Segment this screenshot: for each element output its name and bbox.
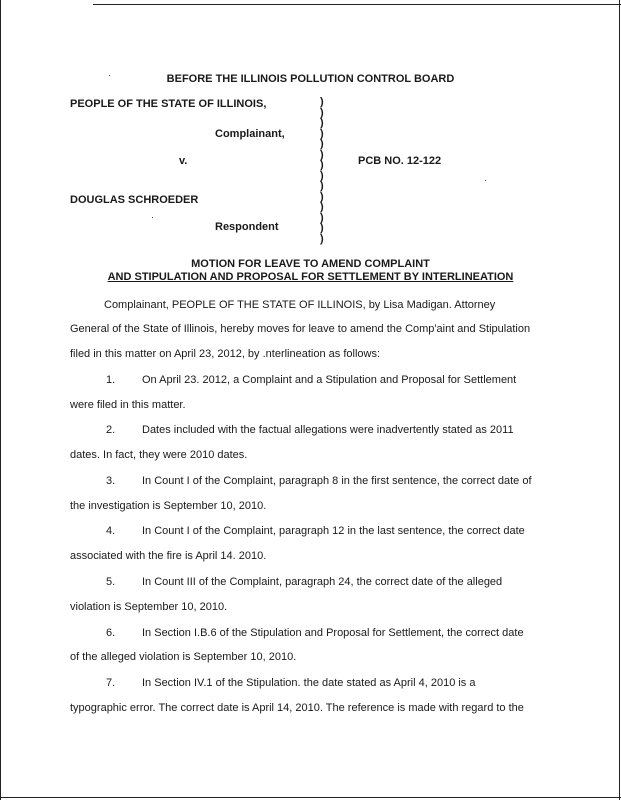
scan-speck <box>152 217 153 218</box>
paragraph-line: violation is September 10, 2010. <box>70 601 228 613</box>
intro-line: General of the State of Illinois, hereby moves for leave to amend the Comp'aint and Stipulation <box>70 323 531 335</box>
paragraph-line: In Count I of the Complaint, paragraph 12 in the last sentence, the correct date <box>142 525 525 537</box>
paragraph-line: In Section I.B.6 of the Stipulation and Proposal for Settlement, the correct date <box>142 627 524 639</box>
paragraph-number: 5. <box>106 576 116 588</box>
paragraph-line: dates. In fact, they were 2010 dates. <box>70 449 248 461</box>
page-border-bottom <box>0 797 621 798</box>
paragraph-number: 6. <box>106 627 116 639</box>
paragraph-line: In Count III of the Complaint, paragraph 24, the correct date of the alleged <box>142 576 503 588</box>
caption-paren: ) <box>320 232 324 245</box>
paragraph-line: the investigation is September 10, 2010. <box>70 500 267 512</box>
paragraph-line: In Count I of the Complaint, paragraph 8 in the first sentence, the correct date of <box>142 475 532 487</box>
caption-paren: ) <box>320 190 324 203</box>
paragraph-line: Dates included with the factual allegations were inadvertently stated as 2011 <box>142 424 514 436</box>
caption-paren: ) <box>320 138 324 150</box>
caption-paren-column <box>320 97 324 244</box>
motion-title-line2: AND STIPULATION AND PROPOSAL FOR SETTLEMENT BY INTERLINEATION <box>107 271 514 283</box>
paragraph-number: 1. <box>106 374 116 386</box>
respondent-label: Respondent <box>215 221 279 233</box>
intro-line: filed in this matter on April 23, 2012, by .nterlineation as follows: <box>70 348 381 360</box>
plaintiff-name: PEOPLE OF THE STATE OF ILLINOIS, <box>70 98 267 110</box>
versus-label: v. <box>179 155 188 167</box>
paragraph-line: of the alleged violation is September 10, 2010. <box>70 651 297 663</box>
paragraph-line: In Section IV.1 of the Stipulation. the date stated as April 4, 2010 is a <box>142 677 476 689</box>
paragraph-line: associated with the fire is April 14. 2010. <box>70 550 267 562</box>
paragraph-line: typographic error. The correct date is April 14, 2010. The reference is made with regard to the <box>70 702 524 714</box>
paragraph-line: On April 23. 2012, a Complaint and a Stipulation and Proposal for Settlement <box>142 374 517 386</box>
paragraph-number: 7. <box>106 677 116 689</box>
board-heading: BEFORE THE ILLINOIS POLLUTION CONTROL BOARD <box>166 73 455 85</box>
caption-paren: ) <box>320 96 324 108</box>
page-border-left <box>0 0 1 800</box>
caption-paren: ) <box>320 106 324 119</box>
caption-paren: ) <box>320 117 324 129</box>
motion-title-line1: MOTION FOR LEAVE TO AMEND COMPLAINT <box>191 258 430 270</box>
paragraph-number: 3. <box>106 475 116 487</box>
scan-speck <box>485 180 486 181</box>
caption-paren: ) <box>320 159 324 171</box>
caption-paren: ) <box>320 180 324 192</box>
intro-line: Complainant, PEOPLE OF THE STATE OF ILLINOIS, by Lisa Madigan. Attorney <box>104 299 496 311</box>
complainant-label: Complainant, <box>215 128 285 140</box>
case-number: PCB NO. 12-122 <box>358 155 442 167</box>
caption-paren: ) <box>320 211 324 224</box>
page-border-top <box>93 4 621 5</box>
caption-paren: ) <box>320 148 324 161</box>
caption-paren: ) <box>320 201 324 213</box>
caption-paren: ) <box>320 169 324 182</box>
page-border-right <box>619 0 620 800</box>
caption-paren: ) <box>320 222 324 234</box>
caption-paren: ) <box>320 127 324 140</box>
paragraph-number: 2. <box>106 424 116 436</box>
defendant-name: DOUGLAS SCHROEDER <box>70 194 199 206</box>
paragraph-number: 4. <box>106 525 116 537</box>
paragraph-line: were filed in this matter. <box>70 399 186 411</box>
